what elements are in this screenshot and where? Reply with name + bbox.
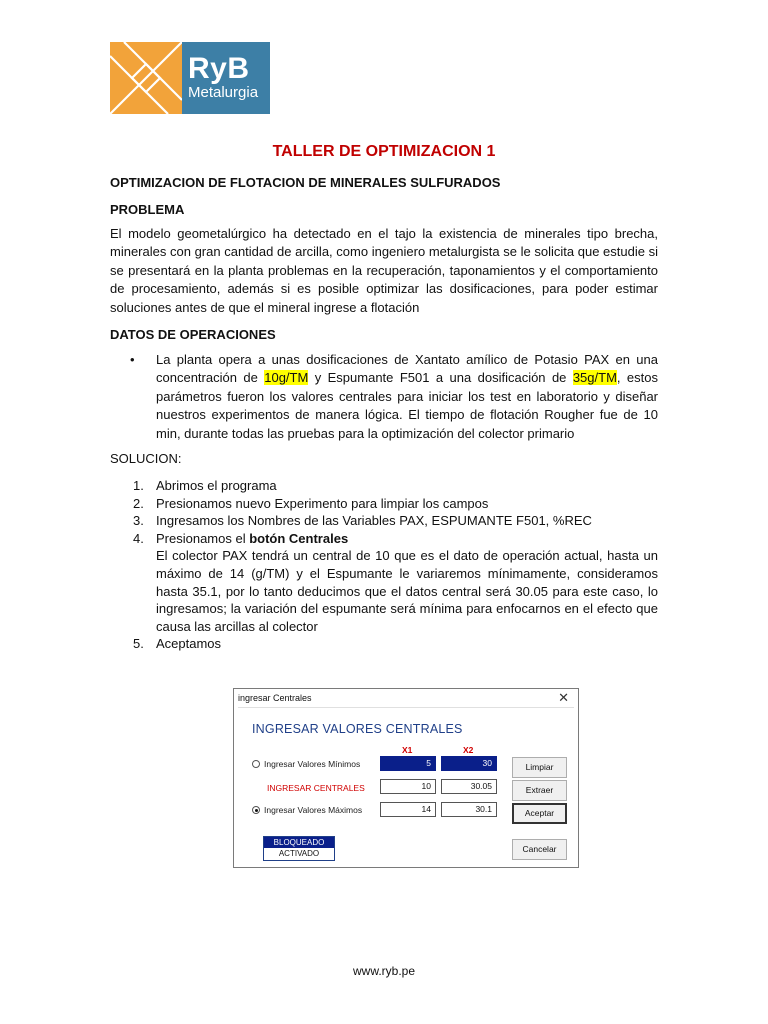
max-x2-field[interactable]: 30.1 (441, 802, 497, 817)
status-bloqueado: BLOQUEADO (264, 837, 334, 848)
close-icon[interactable]: ✕ (558, 690, 569, 705)
column-header-x2: X2 (463, 745, 474, 755)
logo-mark-icon (110, 42, 182, 114)
dialog-body (238, 707, 574, 864)
status-activado: ACTIVADO (264, 848, 334, 860)
list-item: 2. Presionamos nuevo Experimento para limpiar los campos (133, 495, 489, 511)
dialog-heading: INGRESAR VALORES CENTRALES (252, 722, 463, 736)
operations-heading: DATOS DE OPERACIONES (110, 327, 276, 342)
aceptar-button[interactable]: Aceptar (512, 803, 567, 824)
list-item: 3. Ingresamos los Nombres de las Variables PAX, ESPUMANTE F501, %REC (133, 513, 592, 529)
dialog-ingresar-centrales (233, 688, 579, 868)
extraer-button[interactable]: Extraer (512, 780, 567, 801)
company-logo (110, 42, 270, 114)
bullet-dot: • (130, 352, 135, 367)
max-x1-field[interactable]: 14 (380, 802, 436, 817)
central-x1-field[interactable]: 10 (380, 779, 436, 794)
operations-text: La planta opera a unas dosificaciones de Xantato amílico de Potasio PAX en una concentración de 10g/TM y Espumante F501 a una dosificación de 35g/TM, estos parámetros fueron los valores centrales para iniciar los test en laboratorio y diseñar nuestros experimentos de manera lógica. El tiempo de flotación Rougher fue de 10 min, durante todas las pruebas para la optimización del colector primario (156, 352, 659, 441)
logo-subtitle: Metalurgia (188, 84, 259, 101)
document-title: TALLER DE OPTIMIZACION 1 (272, 143, 496, 160)
radio-min-values[interactable] (252, 760, 260, 768)
list-item: 5. Aceptamos (133, 636, 222, 652)
solution-heading: SOLUCION: (110, 451, 182, 466)
footer-url: www.ryb.pe (352, 964, 416, 978)
min-x2-field[interactable]: 30 (441, 756, 497, 771)
list-item: 4. Presionamos el botón Centrales El colector PAX tendrá un central de 10 que es el dato de operación actual, hasta un máximo de 14 (g/TM) y el Espumante le variaremos mínimamente, consideramos hasta 35.1, por lo tanto deducimos que el datos central será 30.05 para este caso, lo ingresamos; la variación del espumante será mínima para enfocarnos en el efecto que causa las arcillas al colector (133, 530, 658, 634)
dialog-title: ingresar Centrales (238, 693, 312, 703)
step-detail: El colector PAX tendrá un central de 10 que es el dato de operación actual, hasta un máximo de 14 (g/TM) y el Espumante le variaremos mínimamente, consideramos hasta 35.1, por lo tanto deducimos que el datos central será 30.05 para este caso, lo ingresamos; la variación del espumante será mínima para enfocarnos en el efecto que causa las arcillas al colector (156, 548, 658, 634)
highlight-pax-dose: 10g/TM (264, 370, 309, 386)
limpiar-button[interactable]: Limpiar (512, 757, 567, 778)
logo-brand: RyB (188, 52, 250, 85)
cancelar-button[interactable]: Cancelar (512, 839, 567, 860)
problem-text: El modelo geometalúrgico ha detectado en el tajo la existencia de minerales tipo brecha, minerales con gran cantidad de arcilla, como ingeniero metalurgista se le solicita que estudie si se presentará en la planta problemas en la recuperación, taponamientos y el comportamiento de procesamiento, además si es posible optimizar las dosificaciones, para poder estimar soluciones antes de que el mineral ingrese a flotación (110, 226, 658, 315)
radio-max-values[interactable] (252, 806, 260, 814)
problem-heading: PROBLEMA (110, 202, 185, 217)
min-x1-field[interactable]: 5 (380, 756, 436, 771)
label-min-values: Ingresar Valores Mínimos (264, 759, 361, 769)
label-centrales: INGRESAR CENTRALES (267, 783, 365, 793)
bold-button-name: botón Centrales (249, 530, 349, 546)
solution-steps (133, 477, 658, 653)
central-x2-field[interactable]: 30.05 (441, 779, 497, 794)
logo-diamond-icon (110, 42, 182, 114)
label-max-values: Ingresar Valores Máximos (264, 805, 363, 815)
status-box (263, 836, 335, 861)
highlight-f501-dose: 35g/TM (572, 370, 617, 386)
section-subtitle: OPTIMIZACION DE FLOTACION DE MINERALES SULFURADOS (110, 175, 501, 190)
column-header-x1: X1 (402, 745, 413, 755)
operations-bullet (130, 351, 658, 443)
logo-text (182, 42, 270, 114)
list-item: 1. Abrimos el programa (133, 478, 277, 493)
